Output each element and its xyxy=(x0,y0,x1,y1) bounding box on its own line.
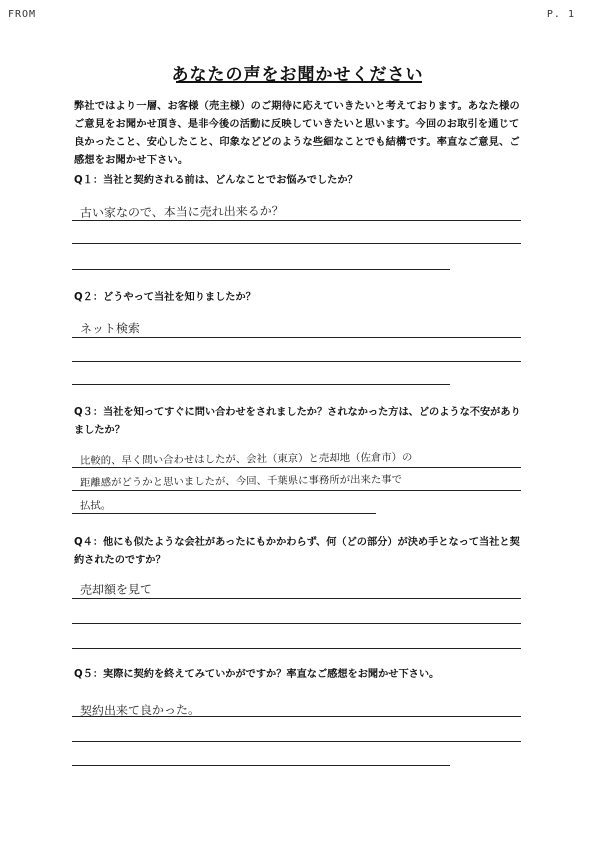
answer-3-line-3: 払拭。 xyxy=(79,499,112,512)
answer-5-line-1: 契約出来て良かった。 xyxy=(79,702,200,719)
answer-1-line-1: 古い家なので、本当に売れ出来るか？ xyxy=(79,203,284,221)
answer-rule xyxy=(72,741,521,742)
question-3: Q３：当社を知ってすぐに問い合わせをされましたか？されなかった方は、どのような不安がありましたか？ xyxy=(74,407,521,436)
answer-rule xyxy=(72,384,450,385)
answer-rule xyxy=(72,716,521,717)
fax-page-number: P. 1 xyxy=(546,9,575,20)
answer-rule xyxy=(72,513,376,514)
title-underline xyxy=(176,81,422,83)
answer-rule xyxy=(72,467,521,468)
answer-rule xyxy=(72,490,521,491)
answer-rule xyxy=(72,337,521,338)
question-1: Q１：当社と契約される前は、どんなことでお悩みでしたか？ xyxy=(74,175,358,186)
answer-2-line-1: ネット検索 xyxy=(79,321,141,337)
question-2: Q２：どうやって当社を知りましたか？ xyxy=(74,292,256,303)
answer-rule xyxy=(72,269,450,270)
answer-3-line-2: 距離感がどうかと思いましたが、今回、千葉県に事務所が出来た事で xyxy=(79,473,403,489)
question-4: Q４：他にも似たような会社があったにもかかわらず、何（どの部分）が決め手となって当社と契約されたのですか？ xyxy=(74,537,520,566)
page-title: あなたの声をお聞かせください xyxy=(171,65,424,85)
answer-rule xyxy=(72,361,521,362)
answer-rule xyxy=(72,220,521,221)
answer-rule xyxy=(72,623,521,624)
answer-rule xyxy=(72,243,521,244)
answer-4-line-1: 売却額を見て xyxy=(79,582,153,598)
question-5: Q５：実際に契約を終えてみていかがですか？率直なご感想をお聞かせ下さい。 xyxy=(74,669,440,680)
answer-3-line-1: 比較的、早く問い合わせはしたが、会社（東京）と売却地（佐倉市）の xyxy=(79,451,413,467)
answer-rule xyxy=(72,765,450,766)
answer-rule xyxy=(72,598,521,599)
intro-text: 弊社ではより一層、お客様（売主様）のご期待に応えていきたいと考えております。あなた様のご意見をお聞かせ頂き、是非今後の活動に反映していきたいと思います。今回のお取引を通じて良かったこと、安心したこと、印象などどのような些細なことでも結構です。率直なご意見、ご感想をお聞かせ下さい。 xyxy=(74,101,520,166)
fax-from-label: FROM xyxy=(8,9,37,20)
answer-rule xyxy=(72,648,521,649)
